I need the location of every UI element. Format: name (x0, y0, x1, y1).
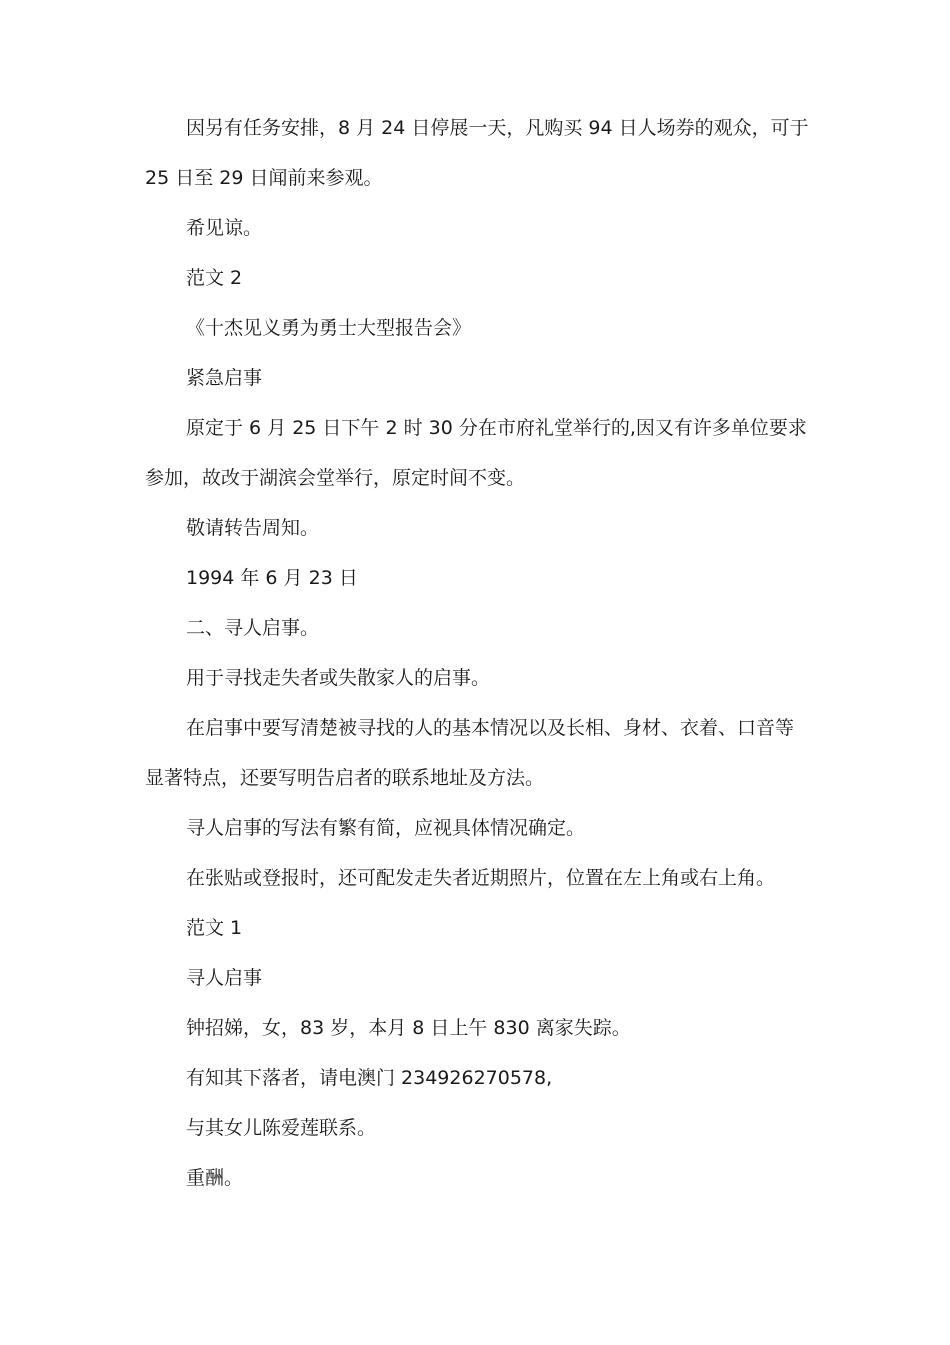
paragraph-apology: 希见谅。 (186, 217, 263, 239)
paragraph-notice-closure: 因另有任务安排，8 月 24 日停展一天，凡购买 94 日人场券的观众，可于 25 日至 29 日闻前来参观。 (145, 117, 809, 189)
paragraph-reward: 重酬。 (186, 1167, 244, 1189)
paragraph-photo-placement: 在张贴或登报时，还可配发走失者近期照片，位置在左上角或右上角。 (186, 867, 776, 889)
paragraph-purpose: 用于寻找走失者或失散家人的启事。 (186, 667, 491, 689)
paragraph-please-inform: 敬请转告周知。 (186, 517, 320, 539)
paragraph-date: 1994 年 6 月 23 日 (186, 567, 358, 589)
paragraph-contact-phone: 有知其下落者，请电澳门 234926270578, (186, 1067, 553, 1089)
document-body (145, 103, 810, 1203)
paragraph-content-requirements: 在启事中要写清楚被寻找的人的基本情况以及长相、身材、衣着、口音等显著特点，还要写明告启者的联系地址及方法。 (145, 717, 795, 789)
paragraph-contact-person: 与其女儿陈爱莲联系。 (186, 1117, 377, 1139)
paragraph-example-2-heading: 范文 2 (186, 267, 243, 289)
paragraph-missing-notice-title: 寻人启事 (186, 967, 263, 989)
paragraph-example-1-heading: 范文 1 (186, 917, 243, 939)
paragraph-missing-person-details: 钟招娣，女，83 岁，本月 8 日上午 830 离家失踪。 (186, 1017, 631, 1039)
paragraph-urgent-notice-title: 紧急启事 (186, 367, 263, 389)
paragraph-venue-change: 原定于 6 月 25 日下午 2 时 30 分在市府礼堂举行的,因又有许多单位要求参加，故改于湖滨会堂举行，原定时间不变。 (145, 417, 807, 489)
paragraph-section-missing-person: 二、寻人启事。 (186, 617, 320, 639)
paragraph-event-title: 《十杰见义勇为勇士大型报告会》 (186, 317, 472, 339)
paragraph-writing-style: 寻人启事的写法有繁有简，应视具体情况确定。 (186, 817, 586, 839)
